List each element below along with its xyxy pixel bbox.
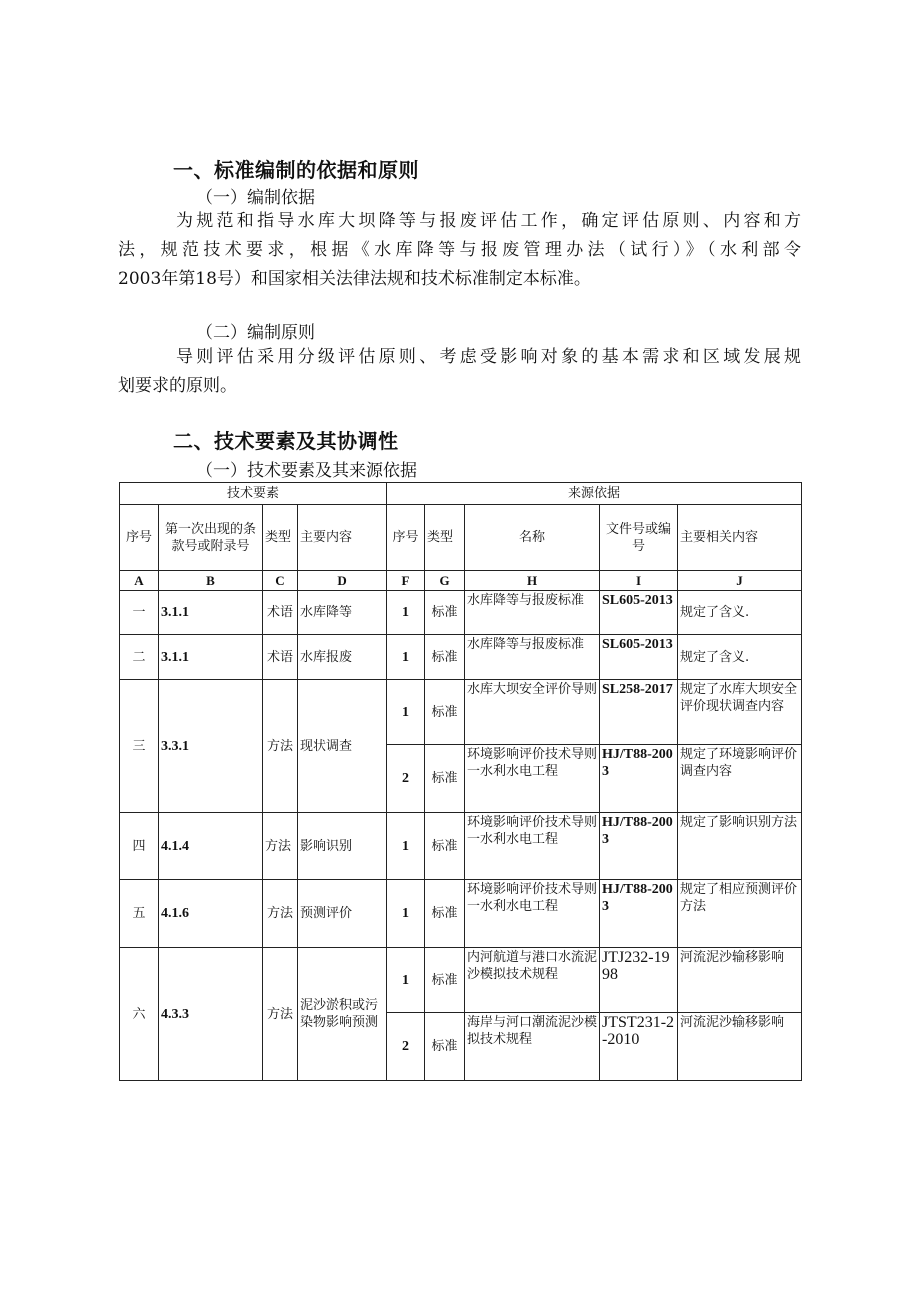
row-content: 水库降等: [298, 591, 387, 635]
source-name: 内河航道与港口水流泥沙模拟技术规程: [465, 948, 600, 1013]
section1-sub1-title: （一）编制依据: [196, 188, 315, 208]
source-type: 标准: [425, 680, 465, 745]
source-code: SL258-2017: [600, 680, 678, 745]
table-header-row: [120, 505, 802, 571]
section1-heading: 一、标准编制的依据和原则: [173, 158, 419, 182]
table-row: [120, 813, 802, 880]
row-clause: 3.1.1: [159, 635, 263, 680]
table-row: [120, 635, 802, 680]
paragraph-line: 为规范和指导水库大坝降等与报废评估工作，确定评估原则、内容和方: [176, 211, 801, 231]
row-type: 方法: [263, 880, 298, 948]
source-type: 标准: [425, 948, 465, 1013]
header-cell: 主要相关内容: [678, 505, 802, 571]
technical-elements-table: [119, 482, 802, 1081]
source-code: JTJ232-1998: [600, 948, 678, 1013]
row-content: 水库报废: [298, 635, 387, 680]
row-content: 影响识别: [298, 813, 387, 880]
header-cell: 文件号或编号: [600, 505, 678, 571]
source-type: 标准: [425, 880, 465, 948]
source-related: 规定了环境影响评价调查内容: [678, 745, 802, 813]
section1-sub1-paragraph: [118, 207, 801, 294]
row-clause: 4.3.3: [159, 948, 263, 1081]
column-letter: D: [298, 571, 387, 591]
source-name: 水库降等与报废标准: [465, 591, 600, 635]
column-letter: F: [387, 571, 425, 591]
row-clause: 4.1.4: [159, 813, 263, 880]
row-type: 术语: [263, 635, 298, 680]
section1-sub2-paragraph: [118, 343, 801, 401]
source-no: 2: [387, 1013, 425, 1081]
column-letter: A: [120, 571, 159, 591]
source-code: JTST231-2-2010: [600, 1013, 678, 1081]
paragraph-line: 法，规范技术要求，根据《水库降等与报废管理办法（试行）》（水利部令: [118, 240, 801, 260]
column-letter: B: [159, 571, 263, 591]
section1-sub2-title: （二）编制原则: [196, 323, 315, 343]
row-seq: 四: [120, 813, 159, 880]
group-header-elements: 技术要素: [120, 483, 387, 505]
source-no: 1: [387, 635, 425, 680]
header-cell: 第一次出现的条款号或附录号: [159, 505, 263, 571]
source-no: 2: [387, 745, 425, 813]
row-type: 术语: [263, 591, 298, 635]
row-type: 方法: [263, 813, 298, 880]
source-name: 海岸与河口潮流泥沙模拟技术规程: [465, 1013, 600, 1081]
row-seq: 二: [120, 635, 159, 680]
source-no: 1: [387, 948, 425, 1013]
source-no: 1: [387, 680, 425, 745]
column-letter: I: [600, 571, 678, 591]
source-type: 标准: [425, 745, 465, 813]
header-cell: 主要内容: [298, 505, 387, 571]
source-related: 规定了影响识别方法: [678, 813, 802, 880]
table-row: [120, 591, 802, 635]
section2-heading: 二、技术要素及其协调性: [173, 429, 399, 453]
header-cell: 类型: [263, 505, 298, 571]
group-header-sources: 来源依据: [387, 483, 802, 505]
source-type: 标准: [425, 591, 465, 635]
source-no: 1: [387, 591, 425, 635]
source-code: HJ/T88-2003: [600, 745, 678, 813]
source-type: 标准: [425, 635, 465, 680]
row-content: 泥沙淤积或污染物影响预测: [298, 948, 387, 1081]
header-cell: 类型: [425, 505, 465, 571]
source-code: HJ/T88-2003: [600, 813, 678, 880]
row-type: 方法: [263, 948, 298, 1081]
column-letter: C: [263, 571, 298, 591]
column-letter: G: [425, 571, 465, 591]
header-cell: 序号: [120, 505, 159, 571]
source-related: 河流泥沙输移影响: [678, 948, 802, 1013]
column-letter: H: [465, 571, 600, 591]
source-no: 1: [387, 813, 425, 880]
table-group-header-row: [120, 483, 802, 505]
row-clause: 3.3.1: [159, 680, 263, 813]
source-code: HJ/T88-2003: [600, 880, 678, 948]
table-row: [120, 680, 802, 745]
row-clause: 4.1.6: [159, 880, 263, 948]
source-name: 环境影响评价技术导则一水利水电工程: [465, 745, 600, 813]
source-name: 水库降等与报废标准: [465, 635, 600, 680]
paragraph-line: 导则评估采用分级评估原则、考虑受影响对象的基本需求和区域发展规: [176, 347, 801, 367]
source-type: 标准: [425, 813, 465, 880]
source-related: 规定了含义.: [678, 591, 802, 635]
table-row: [120, 948, 802, 1013]
source-related: 河流泥沙输移影响: [678, 1013, 802, 1081]
source-code: SL605-2013: [600, 591, 678, 635]
header-cell: 名称: [465, 505, 600, 571]
source-name: 环境影响评价技术导则一水利水电工程: [465, 880, 600, 948]
source-no: 1: [387, 880, 425, 948]
source-type: 标准: [425, 1013, 465, 1081]
source-related: 规定了含义.: [678, 635, 802, 680]
table-letter-row: [120, 571, 802, 591]
header-cell: 序号: [387, 505, 425, 571]
section2-sub1-title: （一）技术要素及其来源依据: [196, 461, 417, 481]
source-related: 规定了相应预测评价方法: [678, 880, 802, 948]
source-code: SL605-2013: [600, 635, 678, 680]
row-seq: 六: [120, 948, 159, 1081]
row-clause: 3.1.1: [159, 591, 263, 635]
row-content: 预测评价: [298, 880, 387, 948]
paragraph-line: 划要求的原则。: [118, 376, 237, 396]
source-name: 环境影响评价技术导则一水利水电工程: [465, 813, 600, 880]
table-row: [120, 880, 802, 948]
row-seq: 三: [120, 680, 159, 813]
row-seq: 一: [120, 591, 159, 635]
row-content: 现状调查: [298, 680, 387, 813]
source-name: 水库大坝安全评价导则: [465, 680, 600, 745]
column-letter: J: [678, 571, 802, 591]
source-related: 规定了水库大坝安全评价现状调查内容: [678, 680, 802, 745]
paragraph-line: 2003年第18号）和国家相关法律法规和技术标准制定本标准。: [118, 269, 591, 289]
row-type: 方法: [263, 680, 298, 813]
row-seq: 五: [120, 880, 159, 948]
